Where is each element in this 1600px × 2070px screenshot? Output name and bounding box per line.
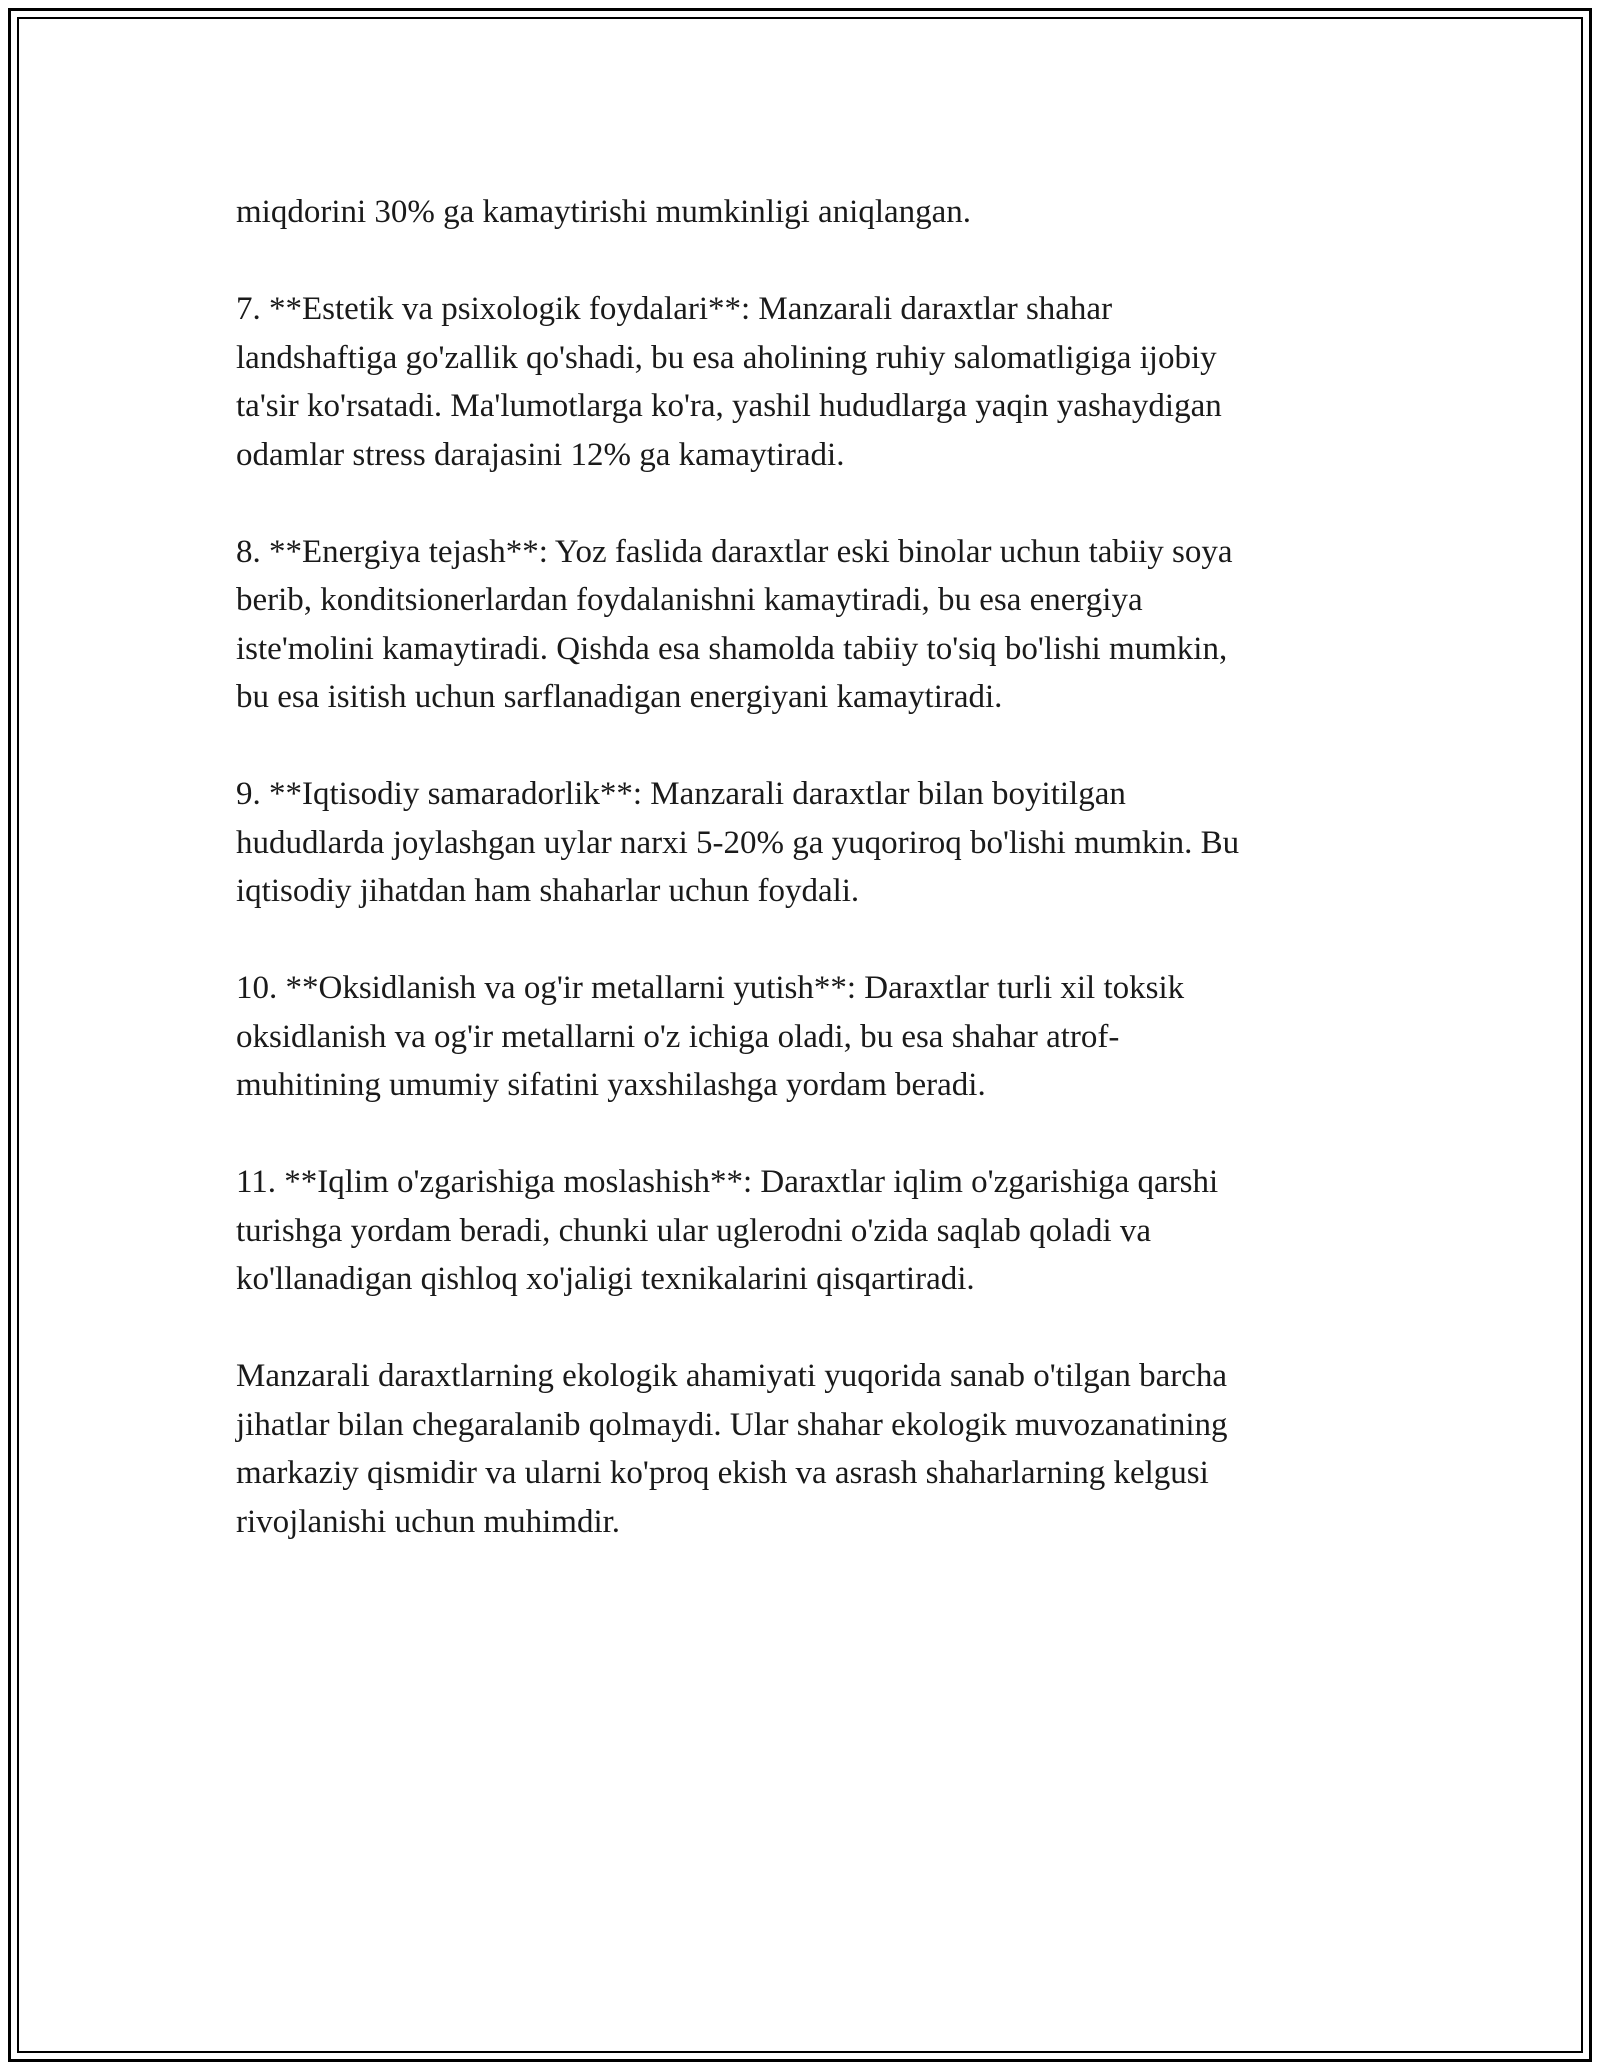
paragraph-conclusion: Manzarali daraxtlarning ekologik ahamiyati yuqorida sanab o'tilgan barcha jihatlar bilan chegaralanib qolmaydi. Ular shahar ekologik muvozanatining markaziy qismidir va ularni ko'proq ekish va asrash shaharlarning kelgusi rivojlanishi uchun muhimdir. bbox=[236, 1358, 1228, 1540]
paragraph-continuation: miqdorini 30% ga kamaytirishi mumkinligi aniqlangan. bbox=[236, 194, 972, 230]
paragraph-item-7: 7. **Estetik va psixologik foydalari**: Manzarali daraxtlar shahar landshaftiga go'zallik qo'shadi, bu esa aholining ruhiy salomatligiga ijobiy ta'sir ko'rsatadi. Ma'lumotlarga ko'ra, yashil hududlarga yaqin yashaydigan odamlar stress darajasini 12% ga kamaytiradi. bbox=[236, 291, 1222, 473]
document-body bbox=[236, 188, 1386, 1546]
paragraph-item-11: 11. **Iqlim o'zgarishiga moslashish**: Daraxtlar iqlim o'zgarishiga qarshi turishga yordam beradi, chunki ular uglerodni o'zida saqlab qoladi va ko'llanadigan qishloq xo'jaligi texnikalarini qisqartiradi. bbox=[236, 1164, 1219, 1297]
paragraph-item-9: 9. **Iqtisodiy samaradorlik**: Manzarali daraxtlar bilan boyitilgan hududlarda joylashgan uylar narxi 5-20% ga yuqoriroq bo'lishi mumkin. Bu iqtisodiy jihatdan ham shaharlar uchun foydali. bbox=[236, 776, 1240, 909]
paragraph-item-10: 10. **Oksidlanish va og'ir metallarni yutish**: Daraxtlar turli xil toksik oksidlanish va og'ir metallarni o'z ichiga oladi, bu esa shahar atrof- muhitining umumiy sifatini yaxshilashga yordam beradi. bbox=[236, 970, 1185, 1103]
paragraph-item-8: 8. **Energiya tejash**: Yoz faslida daraxtlar eski binolar uchun tabiiy soya berib, konditsionerlardan foydalanishni kamaytiradi, bu esa energiya iste'molini kamaytiradi. Qishda esa shamolda tabiiy to'siq bo'lishi mumkin, bu esa isitish uchun sarflanadigan energiyani kamaytiradi. bbox=[236, 533, 1233, 715]
